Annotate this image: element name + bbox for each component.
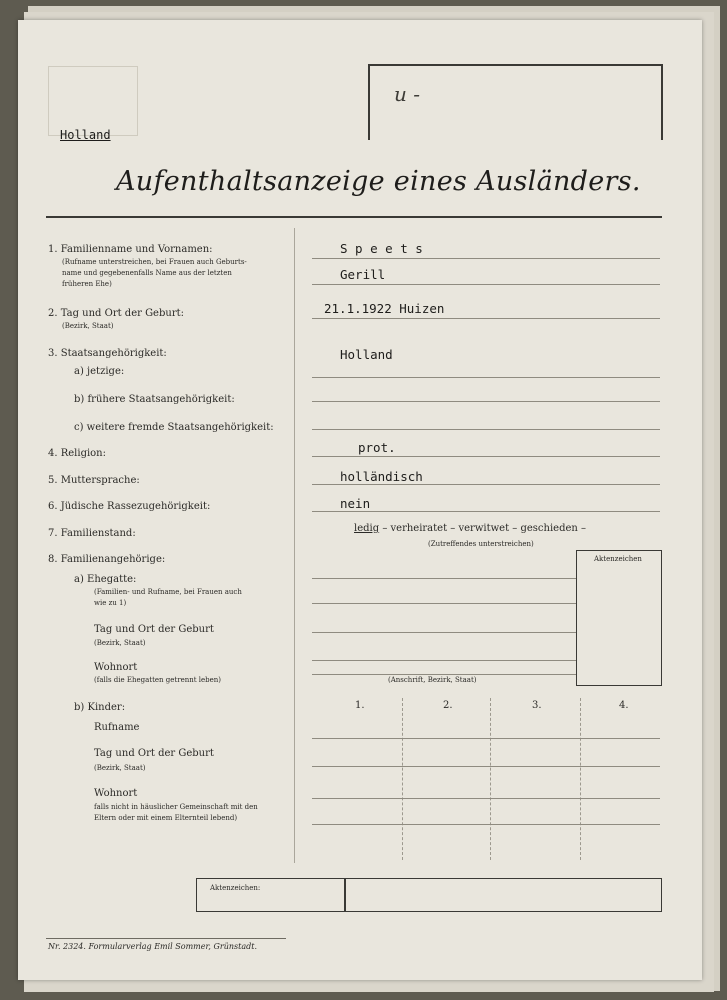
firstname-value: Gerill: [340, 267, 386, 282]
q4-label: 4. Religion:: [48, 448, 106, 459]
q8b-birth-note: (Bezirk, Staat): [94, 764, 146, 772]
marital-option-divorced: geschieden: [520, 523, 578, 534]
child-col-2: 2.: [443, 700, 453, 711]
address-hint: (Anschrift, Bezirk, Staat): [388, 676, 477, 684]
spouse-line-2: [312, 603, 576, 604]
spouse-birth-line: [312, 632, 576, 633]
marital-option-married: verheiratet: [390, 523, 448, 534]
footer-imprint: Nr. 2324. Formularverlag Emil Sommer, Grünstadt.: [48, 942, 257, 951]
nationality-line: [312, 377, 660, 378]
other-nationality-line: [312, 429, 660, 430]
form-sheet: [18, 20, 702, 980]
surname-value: S p e e t s: [340, 241, 423, 256]
child-col-4: 4.: [619, 700, 629, 711]
birth-value: 21.1.1922 Huizen: [324, 301, 445, 316]
marital-options: ledig – verheiratet – verwitwet – geschieden –: [354, 523, 587, 534]
q7-label: 7. Familienstand:: [48, 528, 136, 539]
marital-option-single: ledig: [354, 523, 380, 534]
q3c-label: c) weitere fremde Staatsangehörigkeit:: [74, 422, 274, 433]
bottom-file-label: Aktenzeichen:: [210, 884, 261, 892]
top-box-right-border: [661, 64, 663, 140]
q1-note-1: (Rufname unterstreichen, bei Frauen auch Geburts-: [62, 258, 247, 266]
q8a-birth-label: Tag und Ort der Geburt: [94, 624, 214, 635]
top-box-left-border: [368, 64, 370, 140]
religion-value: prot.: [358, 440, 396, 455]
country-stamp: Holland: [60, 128, 111, 142]
q8b-birth-label: Tag und Ort der Geburt: [94, 748, 214, 759]
birth-line: [312, 318, 660, 319]
file-number-box-label: Aktenzeichen: [594, 555, 642, 563]
title-rule: [46, 216, 662, 218]
spouse-residence-line-1: [312, 660, 576, 661]
language-line: [312, 484, 660, 485]
jewish-line: [312, 511, 660, 512]
q8b-residence-note-1: falls nicht in häuslicher Gemeinschaft mit den: [94, 803, 258, 811]
q8a-residence-note: (falls die Ehegatten getrennt leben): [94, 676, 222, 684]
child-col-3: 3.: [532, 700, 542, 711]
q1-label: 1. Familienname und Vornamen:: [48, 244, 213, 255]
child-col-divider-2: [490, 698, 491, 860]
spouse-residence-line-2: [312, 674, 576, 675]
nationality-value: Holland: [340, 347, 393, 362]
q8b-residence-note-2: Eltern oder mit einem Elternteil lebend): [94, 814, 238, 822]
child-col-1: 1.: [355, 700, 365, 711]
form-title: Aufenthaltsanzeige eines Ausländers.: [116, 166, 641, 197]
q2-label: 2. Tag und Ort der Geburt:: [48, 308, 184, 319]
q8b-label: b) Kinder:: [74, 702, 126, 713]
q8a-note-2: wie zu 1): [94, 599, 127, 607]
handwritten-mark: u -: [394, 82, 420, 106]
language-value: holländisch: [340, 469, 423, 484]
footer-rule: [46, 938, 286, 939]
q3b-label: b) frühere Staatsangehörigkeit:: [74, 394, 235, 405]
child-col-divider-1: [402, 698, 403, 860]
jewish-value: nein: [340, 496, 371, 511]
q1-note-2: name und gegebenenfalls Name aus der letzten: [62, 269, 232, 277]
prior-nationality-line: [312, 401, 660, 402]
child-residence-line-2: [312, 824, 660, 825]
q8b-residence-label: Wohnort: [94, 788, 138, 799]
child-residence-line-1: [312, 798, 660, 799]
marital-hint: (Zutreffendes unterstreichen): [428, 540, 534, 548]
file-number-box: [576, 550, 662, 686]
q8b-firstname-label: Rufname: [94, 722, 140, 733]
surname-line: [312, 258, 660, 259]
firstname-line: [312, 284, 660, 285]
q8a-label: a) Ehegatte:: [74, 574, 137, 585]
q8a-note-1: (Familien- und Rufname, bei Frauen auch: [94, 588, 242, 596]
child-firstname-line: [312, 738, 660, 739]
top-box-top-border: [368, 64, 663, 66]
q3-label: 3. Staatsangehörigkeit:: [48, 348, 167, 359]
bottom-file-box: [196, 878, 662, 912]
q8a-residence-label: Wohnort: [94, 662, 138, 673]
child-birth-line: [312, 766, 660, 767]
religion-line: [312, 456, 660, 457]
q2-note: (Bezirk, Staat): [62, 322, 114, 330]
column-divider: [294, 228, 295, 863]
marital-option-widowed: verwitwet: [458, 523, 510, 534]
q6-label: 6. Jüdische Rassezugehörigkeit:: [48, 501, 211, 512]
bottom-file-box-divider: [344, 879, 346, 912]
q8a-birth-note: (Bezirk, Staat): [94, 639, 146, 647]
q1-note-3: früheren Ehe): [62, 280, 112, 288]
q5-label: 5. Muttersprache:: [48, 475, 140, 486]
child-col-divider-3: [580, 698, 581, 860]
q3a-label: a) jetzige:: [74, 366, 125, 377]
q8-label: 8. Familienangehörige:: [48, 554, 166, 565]
spouse-line-1: [312, 578, 576, 579]
faint-stamp-box: [48, 66, 138, 136]
